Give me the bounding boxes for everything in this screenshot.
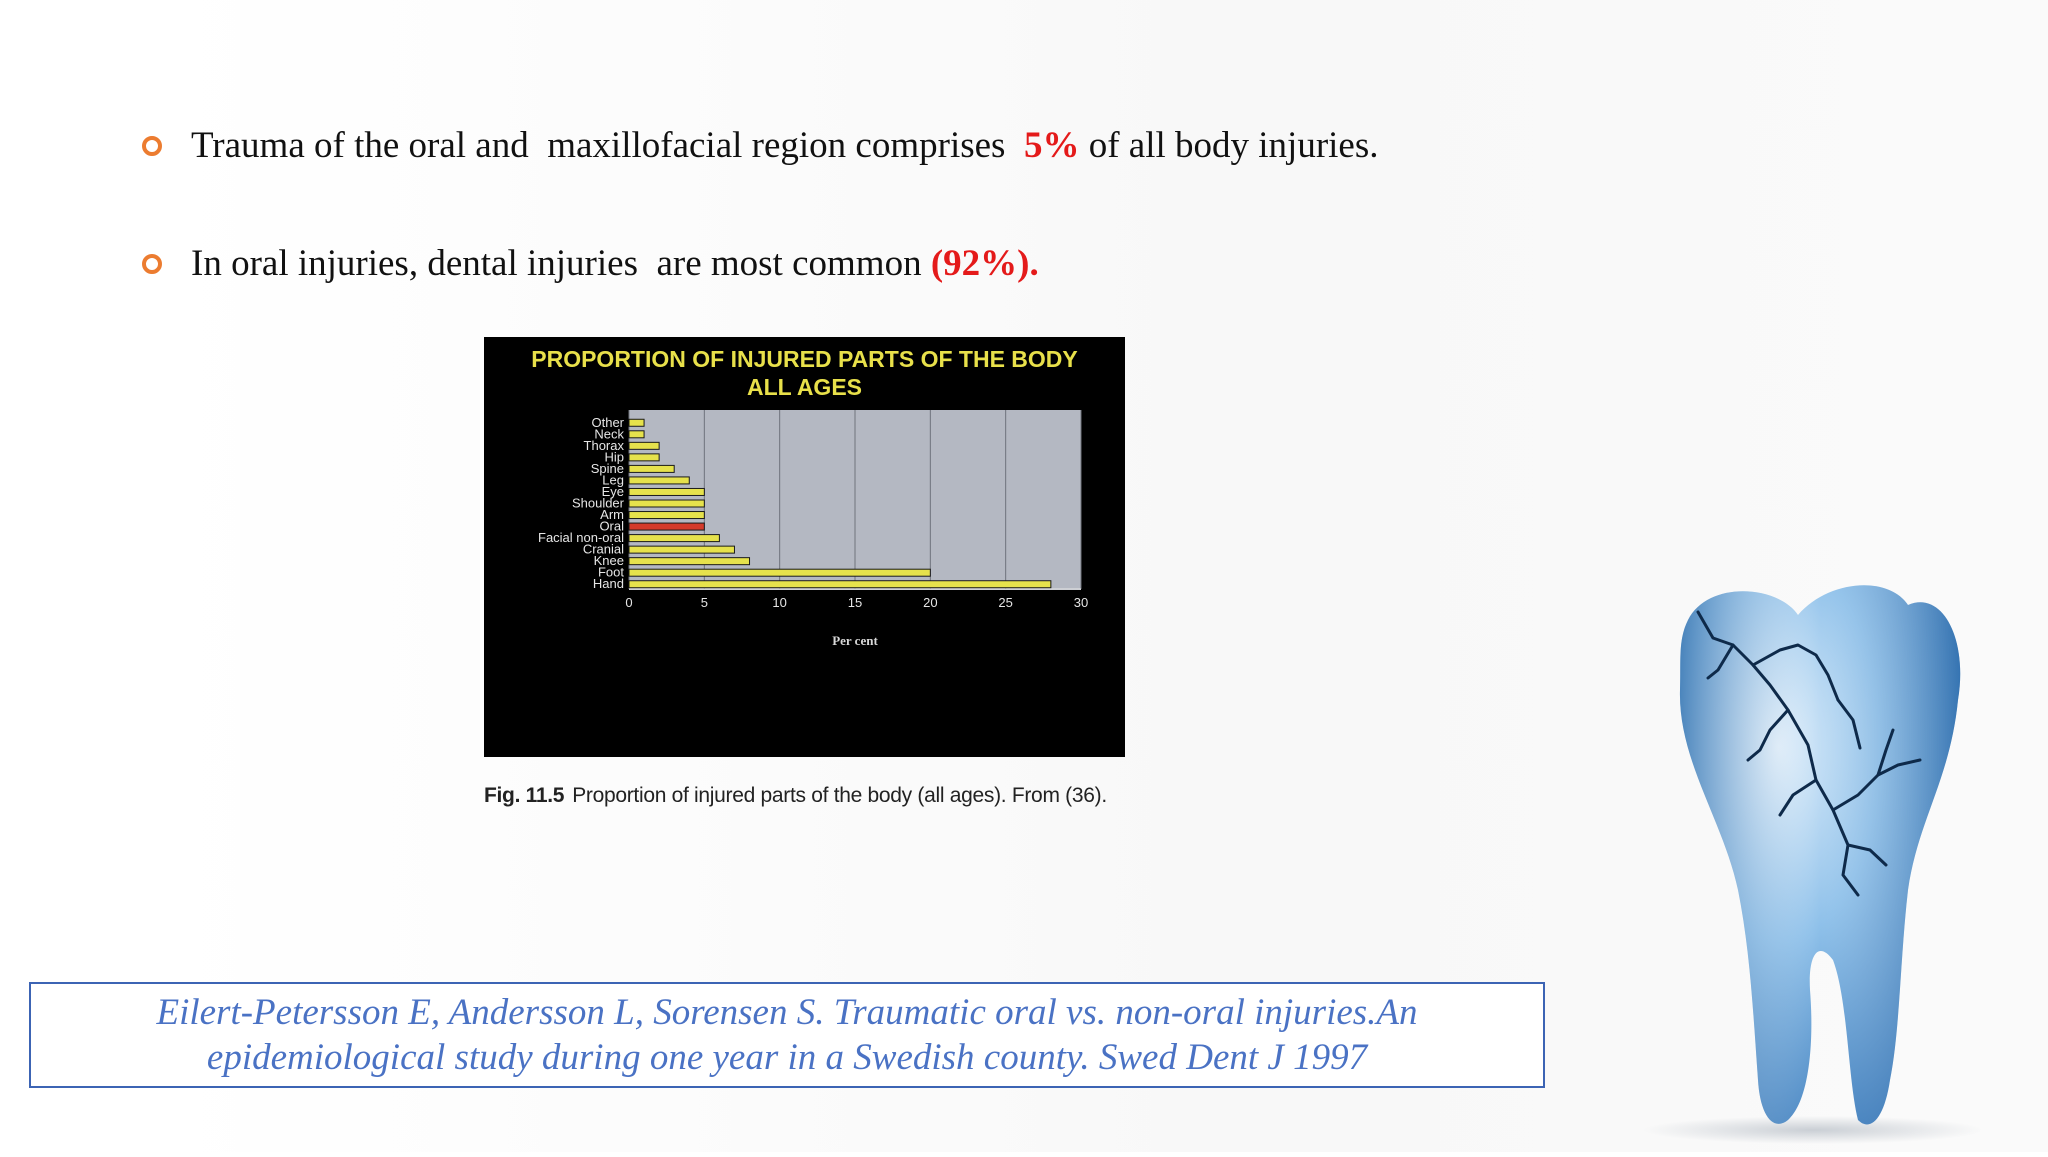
chart-tick-label: 5 [700,595,708,610]
chart-bar [629,465,674,472]
chart-category-label: Foot [597,564,624,580]
figure-caption-text: Proportion of injured parts of the body (all ages). From (36). [572,784,1107,807]
chart-category-label: Arm [600,507,624,523]
chart-category-label: Leg [602,472,624,488]
chart-category-label: Facial non-oral [538,530,624,546]
chart-tick-label: 25 [998,595,1013,610]
chart-svg [484,337,1125,757]
chart-bar [629,581,1051,588]
chart-category-label: Knee [593,553,624,569]
chart-category-label: Hand [592,576,624,592]
chart-tick-label: 0 [625,595,633,610]
bullet-1-text: Trauma of the oral and maxillofacial region comprises [191,125,1024,166]
chart-x-axis-label: Per cent [832,633,878,648]
bullet-2-text: In oral injuries, dental injuries are most common [191,243,931,284]
chart-category-label: Eye [601,483,624,499]
chart-bar [629,454,659,461]
chart-category-label: Shoulder [571,495,624,511]
citation-line-2: epidemiological study during one year in a Swedish county. Swed Dent J 1997 [206,1037,1368,1078]
cracked-tooth-icon [1548,560,2048,1152]
chart-bar [629,442,659,449]
chart-tick-label: 20 [923,595,938,610]
injury-bar-chart [484,337,1125,757]
chart-title-line-2: ALL AGES [746,374,862,400]
chart-bar [629,488,704,495]
bullet-2-emphasis: (92%). [930,243,1039,284]
figure-caption [484,784,1107,808]
chart-bar [629,500,704,507]
chart-bar [629,419,644,426]
chart-bar [629,523,704,530]
citation-box [29,982,1545,1088]
chart-bar [629,431,644,438]
bullet-1-text-end: of all body injuries. [1079,125,1379,166]
chart-category-label: Spine [590,460,624,476]
chart-tick-label: 10 [772,595,787,610]
citation-line-1: Eilert-Petersson E, Andersson L, Sorensen S. Traumatic oral vs. non-oral injuries.An [156,992,1418,1033]
chart-bar [629,477,689,484]
chart-category-label: Thorax [583,437,624,453]
bullet-1 [142,124,1379,167]
chart-category-label: Neck [594,426,624,442]
chart-title-line-1: PROPORTION OF INJURED PARTS OF THE BODY [531,346,1078,372]
chart-category-label: Hip [604,449,624,465]
chart-bar [629,535,719,542]
chart-category-label: Oral [599,518,624,534]
chart-category-label: Other [591,414,624,430]
bullet-marker-icon [142,136,162,156]
chart-tick-label: 15 [847,595,863,610]
figure-caption-label: Fig. 11.5 [484,784,565,807]
chart-category-label: Cranial [582,541,624,557]
bullet-marker-icon [142,254,162,274]
chart-bar [629,546,734,553]
chart-bar [629,558,750,565]
chart-bar [629,569,930,576]
bullet-2 [142,242,1039,285]
chart-tick-label: 30 [1073,595,1089,610]
bullet-1-emphasis: 5% [1023,125,1080,166]
chart-bar [629,512,704,519]
